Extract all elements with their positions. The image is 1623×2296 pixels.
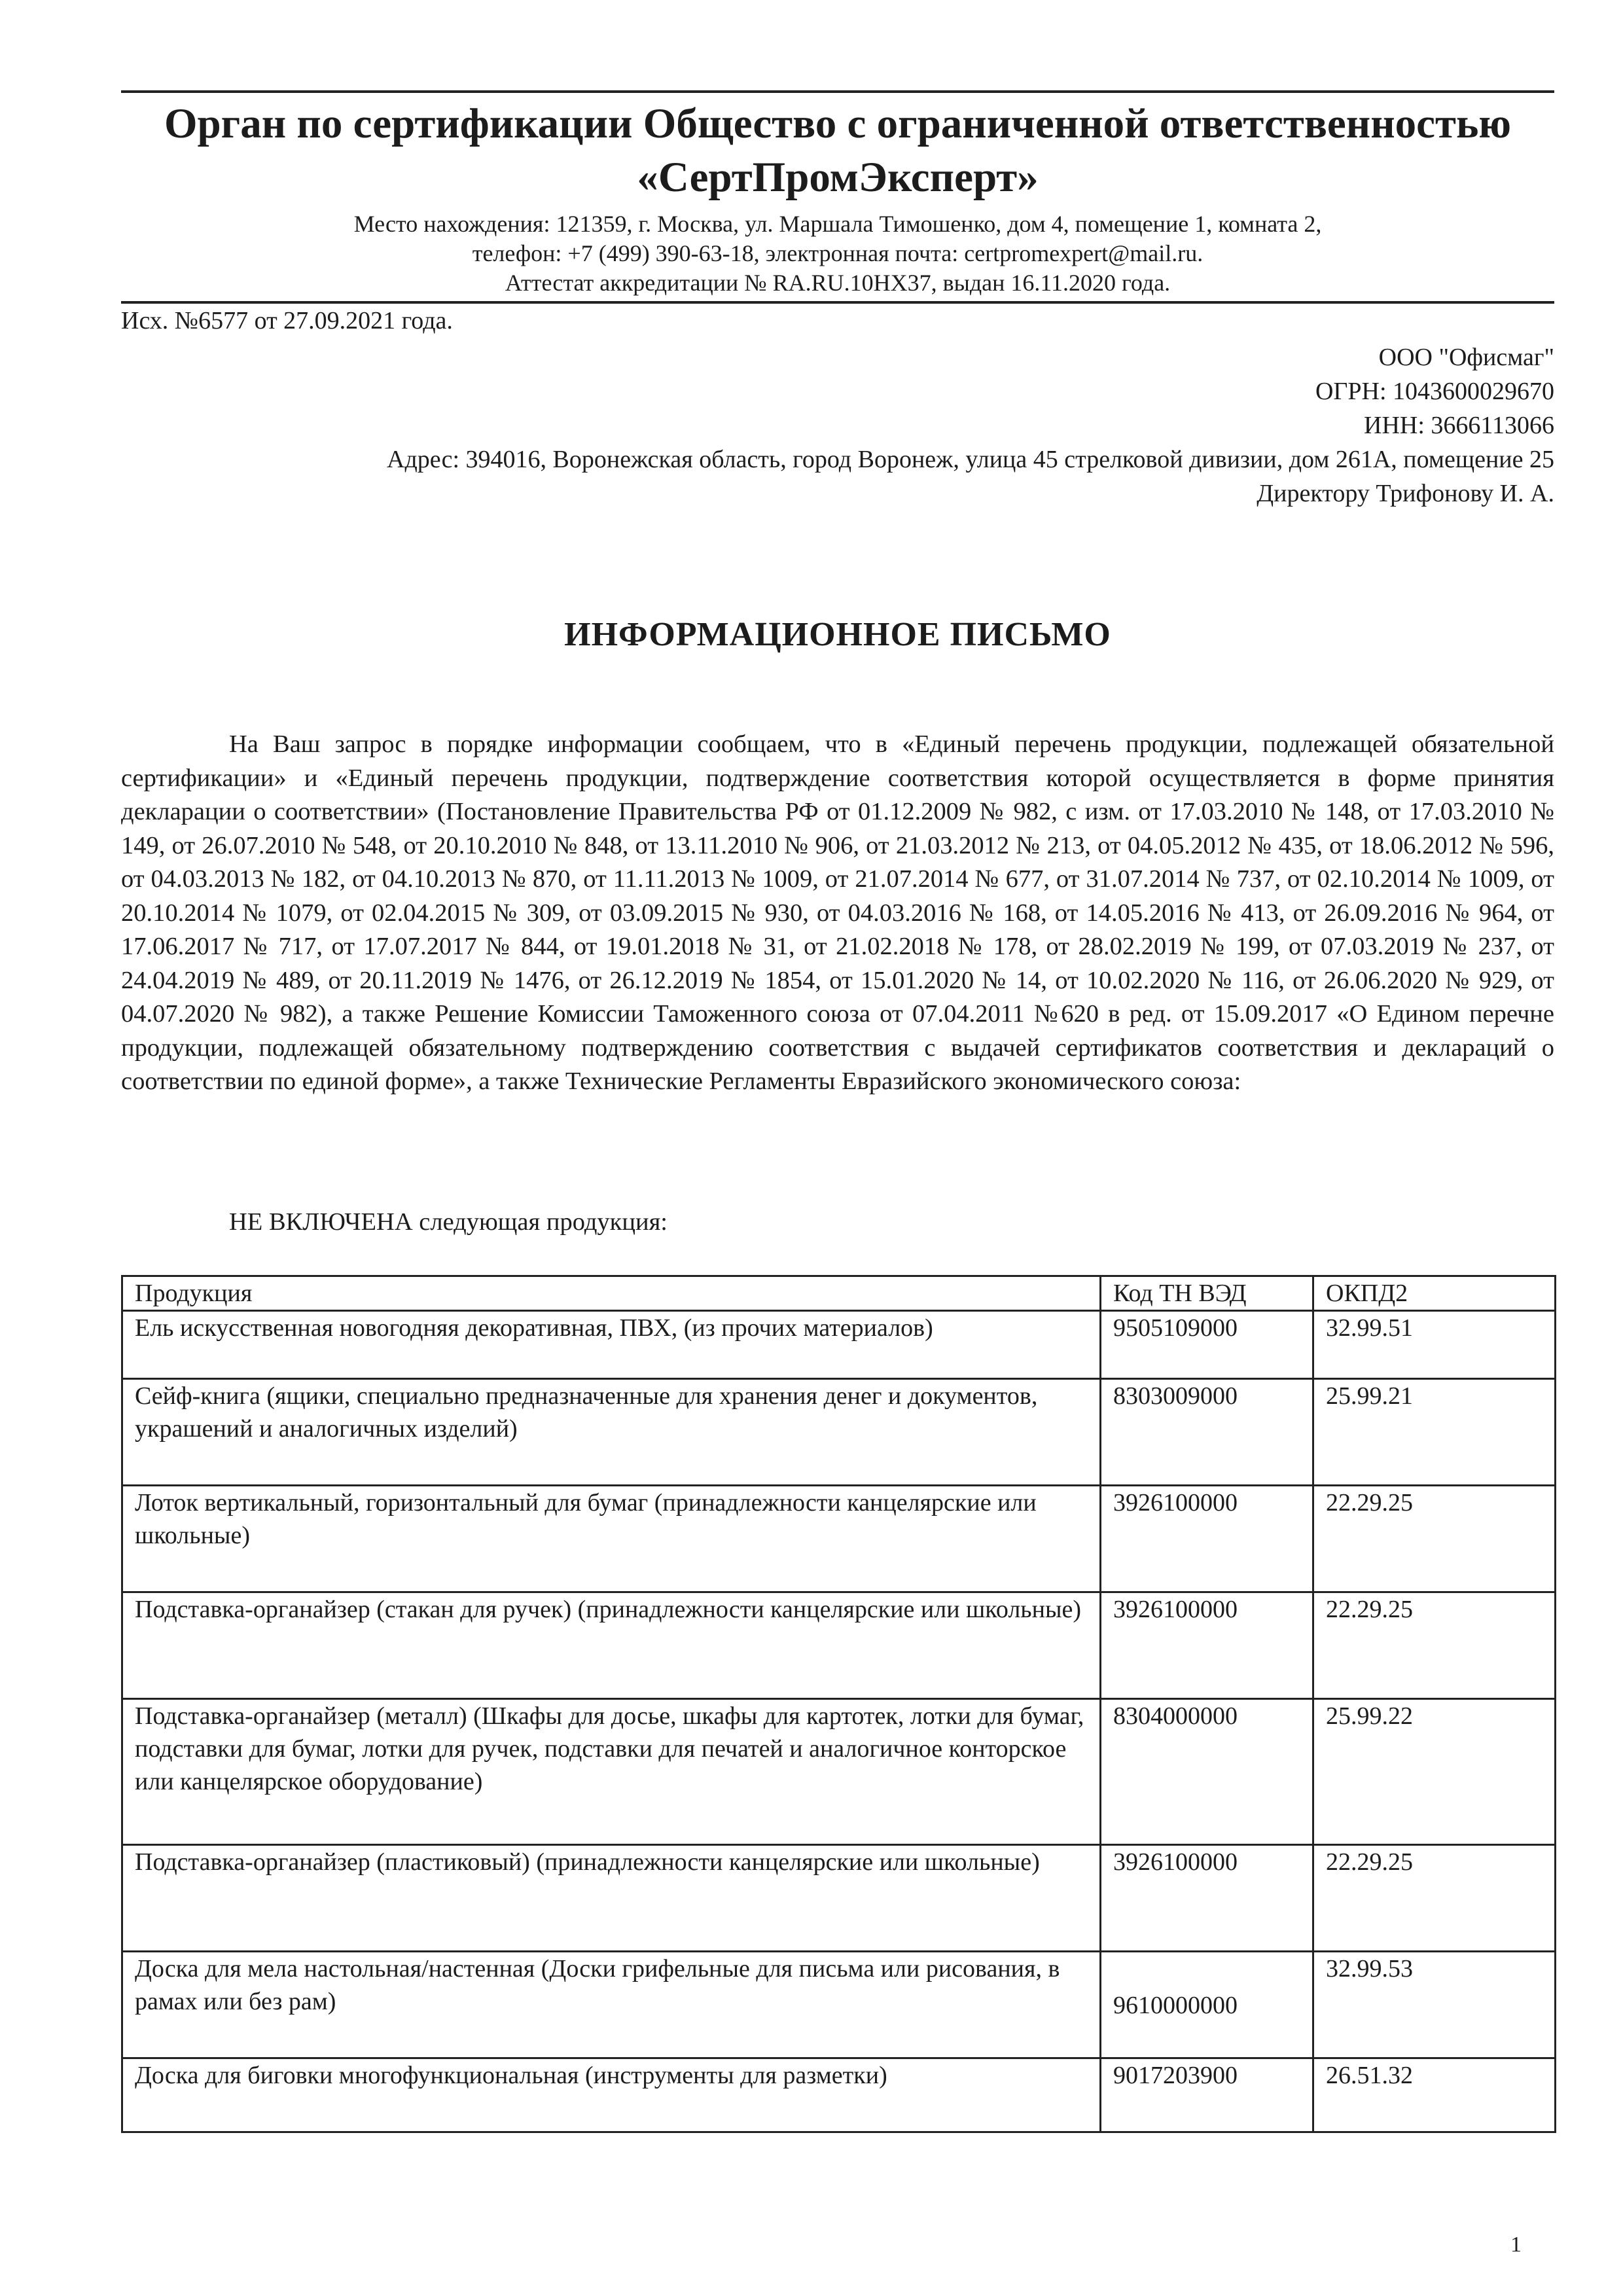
okpd2-cell: 26.51.32 <box>1313 2058 1556 2132</box>
product-cell: Лоток вертикальный, горизонтальный для бумаг (принадлежности канцелярские или школьные) <box>122 1486 1101 1592</box>
header-bottom-rule <box>121 301 1554 304</box>
products-table <box>121 1275 1556 2133</box>
product-cell: Доска для мела настольная/настенная (Доски грифельные для письма или рисования, в рамах или без рам) <box>122 1952 1101 2058</box>
tn-ved-cell: 8304000000 <box>1101 1699 1313 1845</box>
product-cell: Доска для биговки многофункциональная (инструменты для разметки) <box>122 2058 1101 2132</box>
tn-ved-cell: 8303009000 <box>1101 1379 1313 1486</box>
recipient-address: Адрес: 394016, Воронежская область, город Воронеж, улица 45 стрелковой дивизии, дом 261А, помещение 25 <box>387 446 1554 473</box>
okpd2-cell: 32.99.53 <box>1313 1952 1556 2058</box>
tn-ved-cell: 9017203900 <box>1101 2058 1313 2132</box>
letter-body: На Ваш запрос в порядке информации сообщаем, что в «Единый перечень продукции, подлежащей обязательной сертификации» и «Единый перечень продукции, подтверждение соответствия которой осуществляется в форме принятия декларации о соответствии» (Постановление Правительства РФ от 01.12.2009 № 982, с изм. от 17.03.2010 № 148, от 17.03.2010 № 149, от 26.07.2010 № 548, от 20.10.2010 № 848, от 13.11.2010 № 906, от 21.03.2012 № 213, от 04.05.2012 № 435, от 18.06.2012 № 596, от 04.03.2013 № 182, от 04.10.2013 № 870, от 11.11.2013 № 1009, от 21.07.2014 № 677, от 31.07.2014 № 737, от 02.10.2014 № 1009, от 20.10.2014 № 1079, от 02.04.2015 № 309, от 03.09.2015 № 930, от 04.03.2016 № 168, от 14.05.2016 № 413, от 26.09.2016 № 964, от 17.06.2017 № 717, от 17.07.2017 № 844, от 19.01.2018 № 31, от 21.02.2018 № 178, от 28.02.2019 № 199, от 07.03.2019 № 237, от 24.04.2019 № 489, от 20.11.2019 № 1476, от 26.12.2019 № 1854, от 15.01.2020 № 14, от 10.02.2020 № 116, от 26.06.2020 № 929, от 04.07.2020 № 982), а также Решение Комиссии Таможенного союза от 07.04.2011 №620 в ред. от 15.09.2017 «О Едином перечне продукции, подлежащей обязательному подтверждению соответствия с выдачей сертификатов соответствия и деклараций о соответствии по единой форме», а также Технические Регламенты Евразийского экономического союза: <box>121 730 1554 1095</box>
organization-accreditation: Аттестат аккредитации № RA.RU.10НХ37, выдан 16.11.2020 года. <box>505 270 1171 296</box>
recipient-ogrn: ОГРН: 1043600029670 <box>1315 378 1554 405</box>
table-row <box>122 1952 1556 2058</box>
okpd2-cell: 25.99.22 <box>1313 1699 1556 1845</box>
tn-ved-cell: 3926100000 <box>1101 1845 1313 1952</box>
recipient-director: Директору Трифонову И. А. <box>1257 480 1554 507</box>
organization-title: Орган по сертификации Общество с ограниченной ответственностью «СертПромЭксперт» <box>164 100 1512 201</box>
tn-ved-cell: 3926100000 <box>1101 1486 1313 1592</box>
tn-ved-cell: 3926100000 <box>1101 1592 1313 1699</box>
table-row <box>122 1311 1556 1379</box>
letter-heading: ИНФОРМАЦИОННОЕ ПИСЬМО <box>564 616 1111 653</box>
product-cell: Подставка-органайзер (стакан для ручек) (принадлежности канцелярские или школьные) <box>122 1592 1101 1699</box>
outgoing-reference: Исх. №6577 от 27.09.2021 года. <box>121 307 453 334</box>
tn-ved-cell <box>1101 1952 1313 2058</box>
recipient-inn: ИНН: 3666113066 <box>1364 412 1554 439</box>
product-cell: Ель искусственная новогодняя декоративная, ПВХ, (из прочих материалов) <box>122 1311 1101 1379</box>
header-okpd2: ОКПД2 <box>1313 1276 1556 1311</box>
header-product: Продукция <box>122 1276 1101 1311</box>
okpd2-cell: 22.29.25 <box>1313 1845 1556 1952</box>
table-row <box>122 1699 1556 1845</box>
product-cell: Подставка-органайзер (пластиковый) (принадлежности канцелярские или школьные) <box>122 1845 1101 1952</box>
table-row <box>122 1486 1556 1592</box>
okpd2-cell: 32.99.51 <box>1313 1311 1556 1379</box>
organization-address: Место нахождения: 121359, г. Москва, ул. Маршала Тимошенко, дом 4, помещение 1, комната 2, <box>353 211 1322 237</box>
tn-ved-cell: 9505109000 <box>1101 1311 1313 1379</box>
page-number: 1 <box>1510 2233 1522 2257</box>
header-tn-ved: Код ТН ВЭД <box>1101 1276 1313 1311</box>
tn-ved-value: 9610000000 <box>1113 1992 1238 2019</box>
header-top-rule <box>121 90 1554 93</box>
exclusion-note: НЕ ВКЛЮЧЕНА следующая продукция: <box>229 1208 668 1236</box>
recipient-block <box>387 340 1554 511</box>
product-cell: Сейф-книга (ящики, специально предназначенные для хранения денег и документов, украшений и аналогичных изделий) <box>122 1379 1101 1486</box>
table-row <box>122 1592 1556 1699</box>
okpd2-cell: 25.99.21 <box>1313 1379 1556 1486</box>
table-row <box>122 2058 1556 2132</box>
organization-contacts: телефон: +7 (499) 390-63-18, электронная почта: certpromexpert@mail.ru. <box>472 240 1204 266</box>
okpd2-cell: 22.29.25 <box>1313 1486 1556 1592</box>
table-header-row <box>122 1276 1556 1311</box>
product-cell: Подставка-органайзер (металл) (Шкафы для досье, шкафы для картотек, лотки для бумаг, подставки для бумаг, лотки для ручек, подставки для печатей и аналогичное конторское или канцелярское оборудование) <box>122 1699 1101 1845</box>
table-row <box>122 1379 1556 1486</box>
okpd2-cell: 22.29.25 <box>1313 1592 1556 1699</box>
table-row <box>122 1845 1556 1952</box>
recipient-company: ООО "Офисмаг" <box>1378 344 1554 371</box>
